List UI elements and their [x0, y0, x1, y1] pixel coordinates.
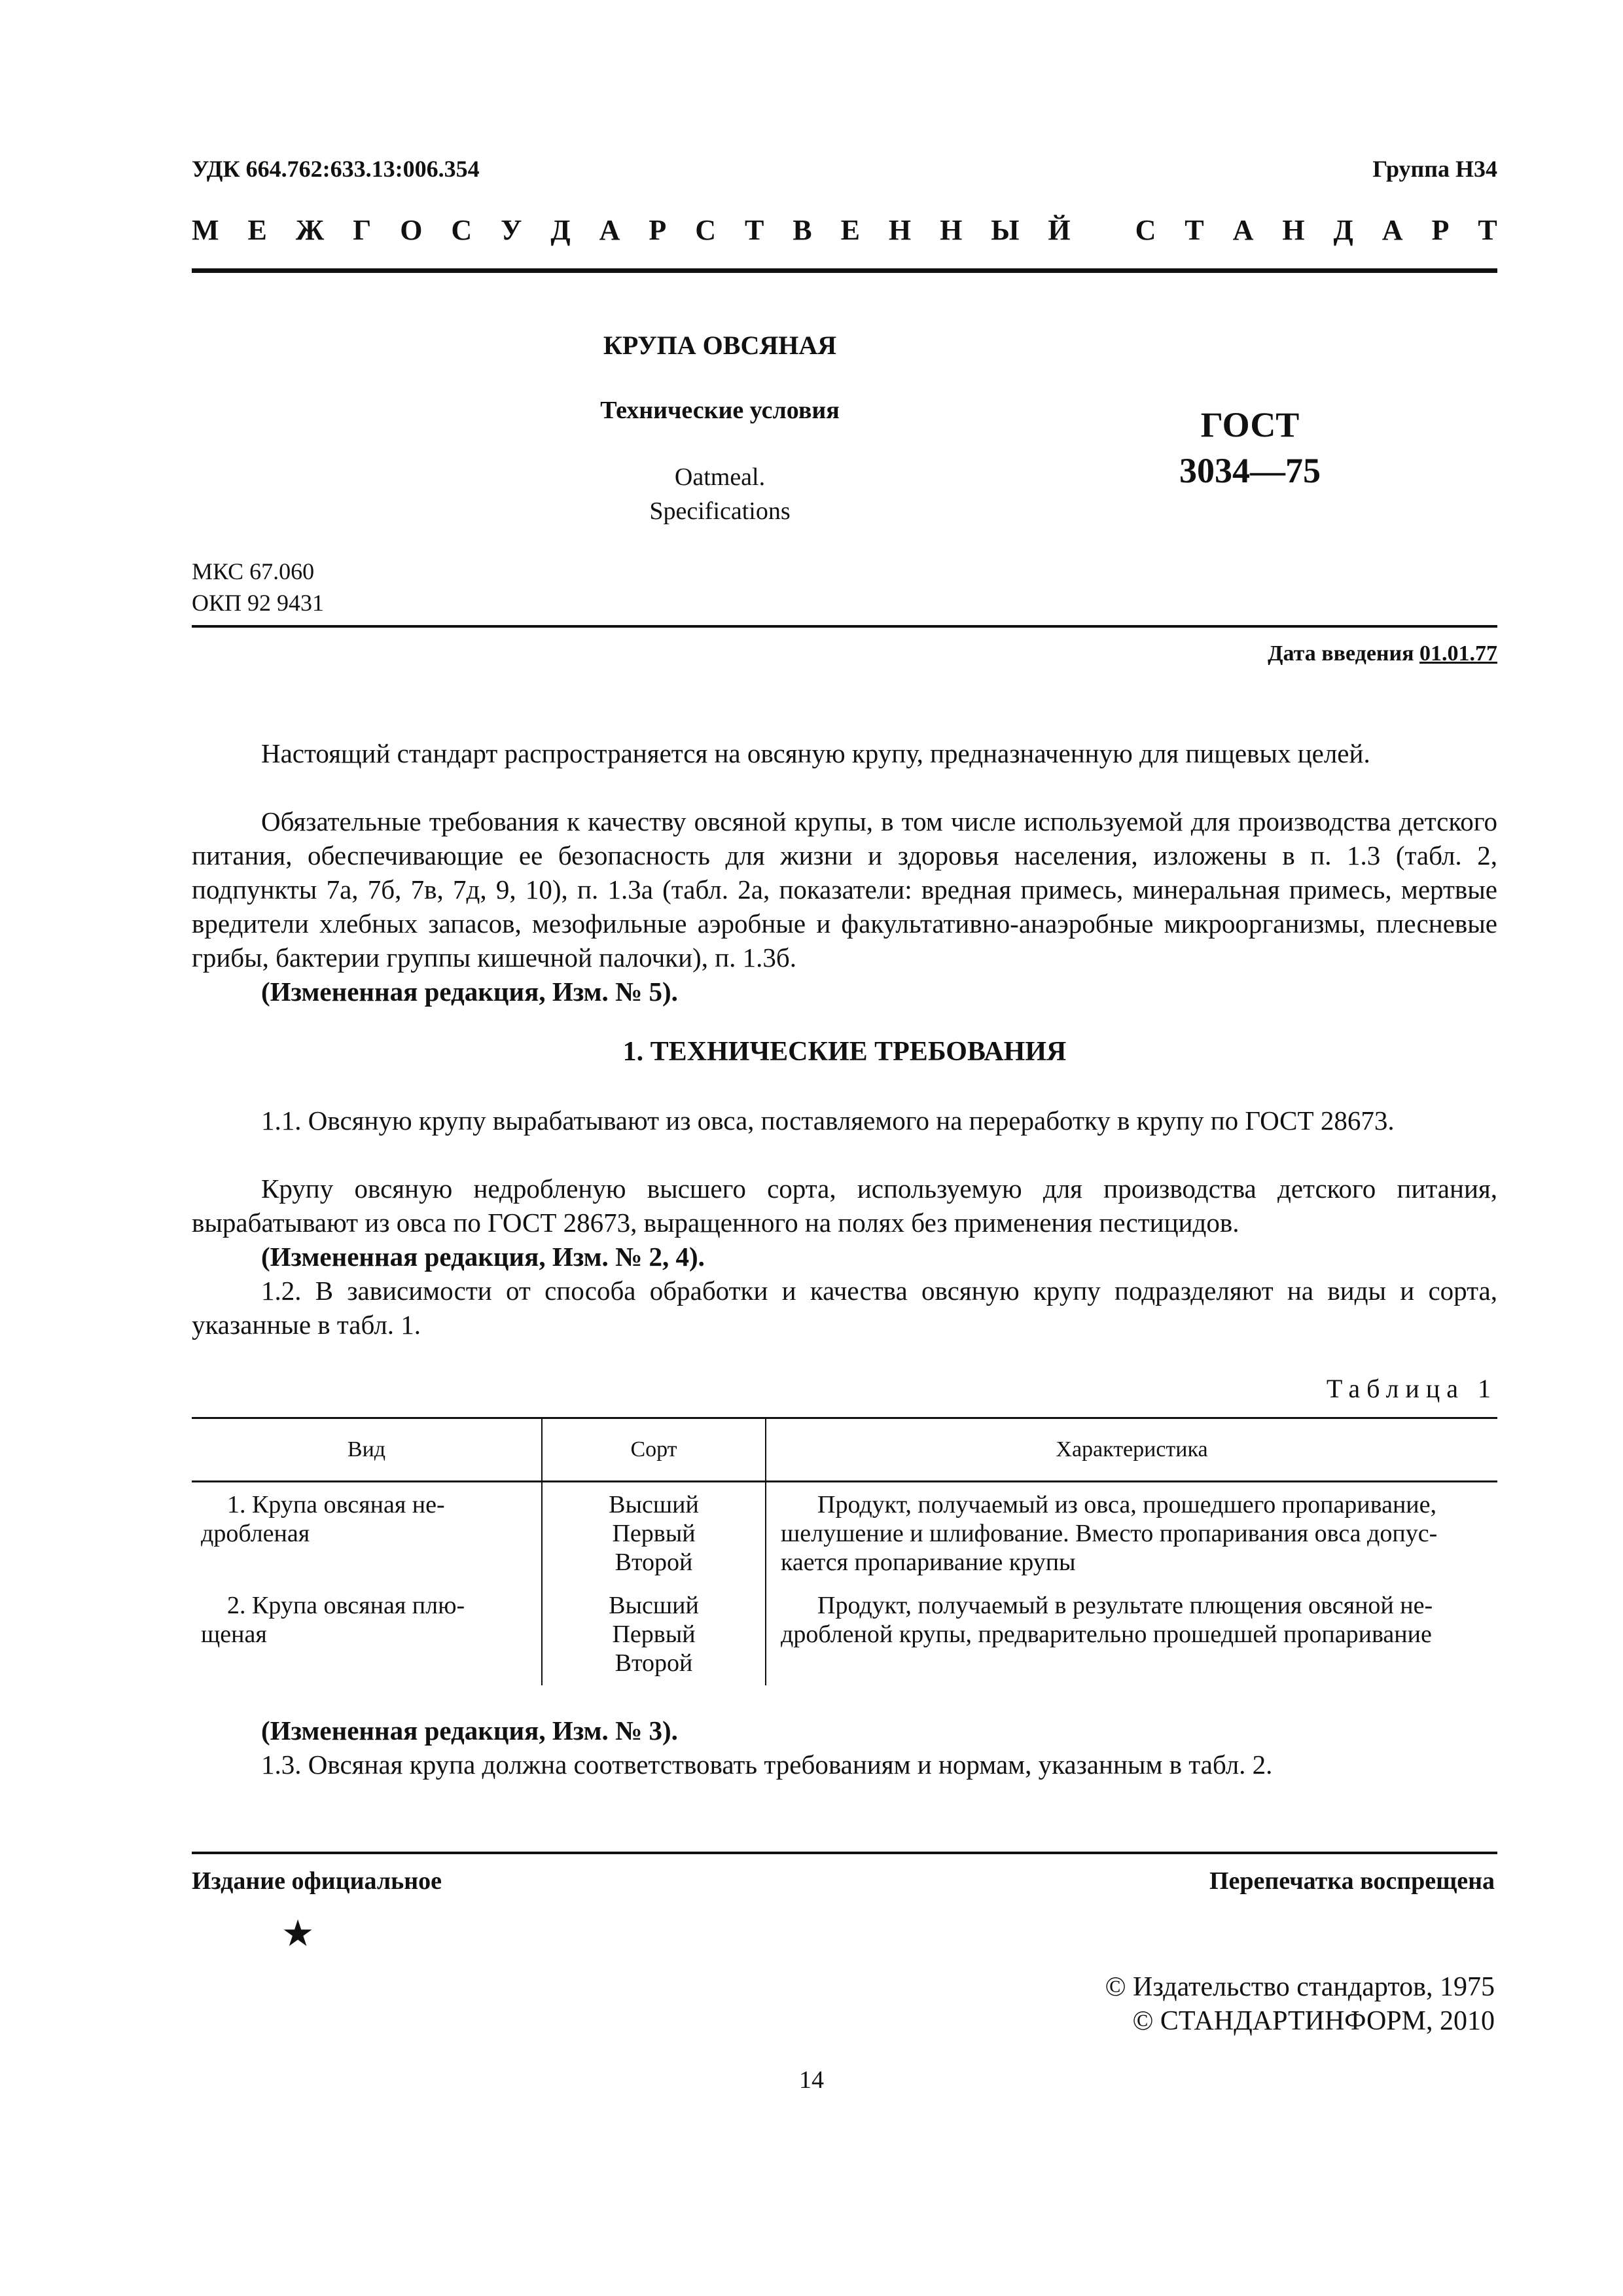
cell-characteristic-line: дробленой крупы, предварительно прошедшей пропаривание [781, 1621, 1432, 1648]
introduction-date [1268, 641, 1497, 666]
grade-second: Второй [615, 1549, 693, 1576]
amendment-note: (Измененная редакция, Изм. № 5). [261, 977, 678, 1007]
cell-grades [542, 1482, 766, 1584]
section-title: 1. ТЕХНИЧЕСКИЕ ТРЕБОВАНИЯ [622, 1037, 1067, 1067]
cell-kind [192, 1583, 542, 1685]
introduction-date-label: Дата введения [1268, 641, 1419, 666]
column-header-grade: Сорт [542, 1418, 766, 1482]
heading-letter: Д [550, 214, 571, 246]
heading-letter: Ы [991, 214, 1020, 246]
grades-table [192, 1417, 1497, 1685]
heading-letter: Т [744, 214, 764, 246]
gost-label: ГОСТ [1200, 405, 1300, 444]
document-title: КРУПА ОВСЯНАЯ [603, 331, 837, 360]
column-header-kind: Вид [192, 1418, 542, 1482]
official-edition-label: Издание официальное [192, 1867, 442, 1895]
table-header-row [192, 1418, 1497, 1482]
no-reprint-label: Перепечатка воспрещена [1209, 1867, 1495, 1895]
grade-first: Первый [612, 1520, 696, 1547]
heading-letter: У [501, 214, 522, 246]
heading-letter: Р [649, 214, 667, 246]
cell-grades [542, 1583, 766, 1685]
grade-highest: Высший [609, 1491, 699, 1518]
star-icon: ★ [281, 1914, 315, 1954]
mks-code: МКС 67.060 [192, 558, 315, 584]
grade-highest: Высший [609, 1592, 699, 1619]
cell-characteristic-line: кается пропаривание крупы [781, 1549, 1076, 1576]
cell-kind-line: 1. Крупа овсяная не- [227, 1491, 445, 1518]
heading-letter: Н [1282, 214, 1305, 246]
amendment-note: (Измененная редакция, Изм. № 2, 4). [261, 1242, 705, 1272]
udk-code: УДК 664.762:633.13:006.354 [192, 156, 480, 182]
heading-letter: М [192, 214, 219, 246]
heading-letter: С [451, 214, 473, 246]
page-number: 14 [799, 2066, 824, 2094]
heading-letter: Г [353, 214, 372, 246]
table-caption: Таблица 1 [1326, 1374, 1497, 1403]
copyright-line-1: © Издательство стандартов, 1975 [1105, 1972, 1495, 2002]
cell-characteristic-line: Продукт, получаемый из овса, прошедшего пропаривание, [817, 1491, 1436, 1518]
table-row [192, 1583, 1497, 1685]
cell-characteristic [766, 1482, 1497, 1584]
footer-rule [192, 1852, 1497, 1854]
english-title-line-1: Oatmeal. [674, 463, 766, 491]
cell-kind [192, 1482, 542, 1584]
column-header-characteristic: Характеристика [766, 1418, 1497, 1482]
okp-code: ОКП 92 9431 [192, 590, 325, 616]
heading-letter: Ж [295, 214, 325, 246]
cell-kind-line: щеная [201, 1621, 267, 1648]
heading-letter: Й [1048, 214, 1071, 246]
cell-characteristic-line: шелушение и шлифование. Вместо пропаривания овса допус- [781, 1520, 1438, 1547]
cell-kind-line: 2. Крупа овсяная плю- [227, 1592, 465, 1619]
heading-letter: Е [840, 214, 860, 246]
heading-letter: А [1382, 214, 1403, 246]
intro-paragraph-scope: Настоящий стандарт распространяется на овсяную крупу, предназначенную для пищевых целей. [261, 738, 1370, 768]
interstate-standard-heading [192, 213, 1497, 247]
group-code: Группа Н34 [1372, 156, 1497, 182]
grade-first: Первый [612, 1621, 696, 1648]
introduction-date-value: 01.01.77 [1419, 641, 1497, 666]
heading-letter: Т [1185, 214, 1204, 246]
heading-letter: С [1135, 214, 1156, 246]
heading-letter: С [695, 214, 716, 246]
clause-1-1-children: Крупу овсяную недробленую высшего сорта, используемую для производства детского питания, вырабатывают из овса по ГОСТ 28673, выращенного на полях без применения пестицидов. [192, 1174, 1497, 1238]
heading-letter: Н [888, 214, 912, 246]
heading-letter: Е [247, 214, 267, 246]
intro-paragraph-requirements: Обязательные требования к качеству овсяной крупы, в том числе используемой для производства детского питания, обеспечивающие ее безопасность для жизни и здоровья населения, изложены в п. 1.3 (табл. 2, подпункты 7а, 7б, 7в, 7д, 9, 10), п. 1.3а (табл. 2а, показатели: вредная примесь, минеральная примесь, мертвые вредители хлебных запасов, мезофильные аэробные и факультативно-анаэробные микроорганизмы, плесневые грибы, бактерии группы кишечной палочки), п. 1.3б. [192, 806, 1497, 973]
gost-number: 3034—75 [1179, 451, 1321, 490]
heading-letter: Р [1431, 214, 1450, 246]
heading-letter: А [1232, 214, 1254, 246]
document-subtitle: Технические условия [600, 397, 840, 424]
copyright-line-2: © СТАНДАРТИНФОРМ, 2010 [1132, 2006, 1495, 2036]
heading-letter: А [599, 214, 620, 246]
table-row [192, 1482, 1497, 1584]
english-title [563, 460, 877, 528]
cell-characteristic-line: Продукт, получаемый в результате плющения овсяной не- [817, 1592, 1433, 1619]
cell-characteristic [766, 1583, 1497, 1685]
gost-designation [1165, 402, 1335, 493]
heading-letter: О [400, 214, 423, 246]
heading-letter: Д [1333, 214, 1353, 246]
clause-1-1: 1.1. Овсяную крупу вырабатывают из овса, поставляемого на переработку в крупу по ГОСТ 28673. [261, 1105, 1395, 1136]
clause-1-2: 1.2. В зависимости от способа обработки и качества овсяную крупу подразделяют на виды и сорта, указанные в табл. 1. [192, 1276, 1497, 1340]
title-block-rule [192, 625, 1497, 628]
heading-letter: В [793, 214, 812, 246]
grade-second: Второй [615, 1649, 693, 1677]
amendment-note: (Измененная редакция, Изм. № 3). [261, 1715, 678, 1746]
heading-letter: Н [940, 214, 963, 246]
header-rule [192, 268, 1497, 273]
cell-kind-line: дробленая [201, 1520, 310, 1547]
clause-1-3: 1.3. Овсяная крупа должна соответствовать требованиям и нормам, указанным в табл. 2. [261, 1749, 1273, 1780]
english-title-line-2: Specifications [649, 497, 791, 525]
heading-gap [1099, 213, 1107, 247]
heading-letter: Т [1478, 214, 1497, 246]
classification-codes [192, 556, 324, 619]
